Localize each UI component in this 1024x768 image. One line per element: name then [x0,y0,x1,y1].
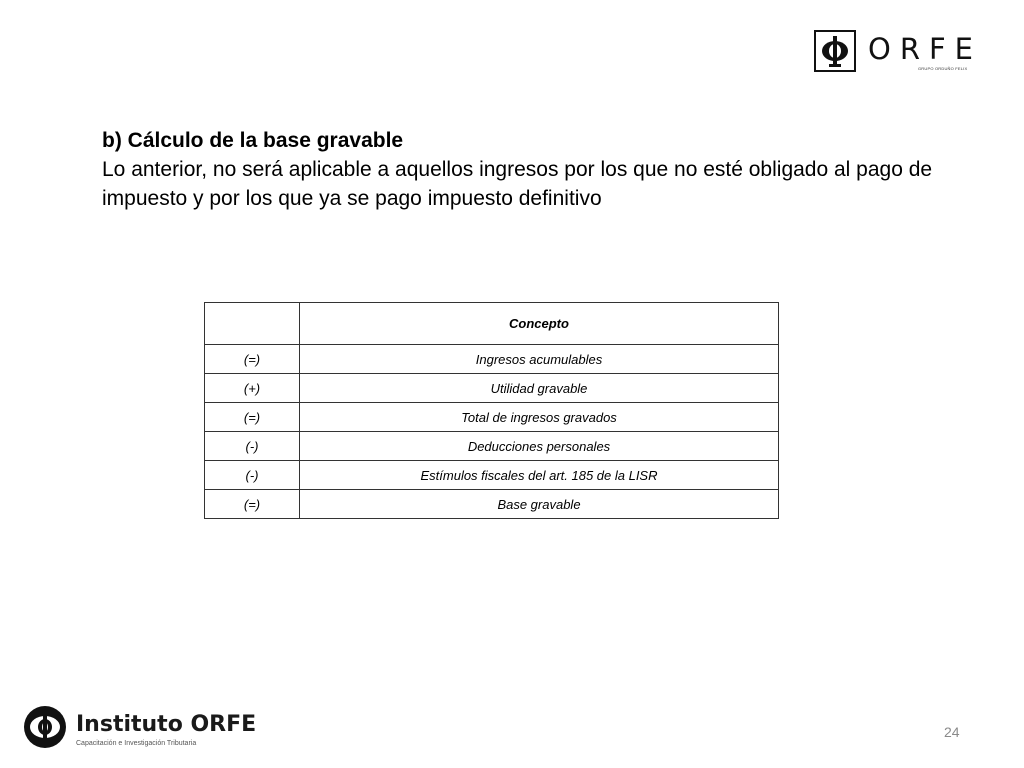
phi-emblem-icon [22,704,68,750]
section-heading: b) Cálculo de la base gravable [102,129,404,152]
section-paragraph: Lo anterior, no será aplicable a aquellos ingresos por los que no esté obligado al pago de impuesto y por los que ya se pago impuesto definitivo [102,158,933,210]
header-operator-cell [205,303,300,345]
concept-cell: Deducciones personales [300,432,779,461]
concept-cell: Base gravable [300,490,779,519]
slide-content [102,126,962,213]
phi-emblem-icon [814,30,856,72]
institute-name: Instituto ORFE [76,712,257,737]
operator-cell: (-) [205,461,300,490]
table-row [205,403,779,432]
operator-cell: (=) [205,490,300,519]
instituto-orfe-logo [22,704,272,752]
table-row [205,461,779,490]
institute-subtitle: Capacitación e Investigación Tributaria [76,740,197,747]
operator-cell: (-) [205,432,300,461]
orfe-logo [814,30,982,74]
brand-name: ORFE [868,32,982,66]
tax-base-table [204,302,779,519]
concept-cell: Ingresos acumulables [300,345,779,374]
table-row [205,490,779,519]
operator-cell: (+) [205,374,300,403]
table-header-row [205,303,779,345]
operator-cell: (=) [205,345,300,374]
table-row [205,374,779,403]
table-row [205,432,779,461]
concept-cell: Utilidad gravable [300,374,779,403]
page-number: 24 [944,724,960,740]
table-row [205,345,779,374]
operator-cell: (=) [205,403,300,432]
concept-cell: Total de ingresos gravados [300,403,779,432]
concept-cell: Estímulos fiscales del art. 185 de la LISR [300,461,779,490]
brand-tagline: GRUPO ORDUÑO FELIX [918,66,968,71]
header-concept-cell: Concepto [300,303,779,345]
